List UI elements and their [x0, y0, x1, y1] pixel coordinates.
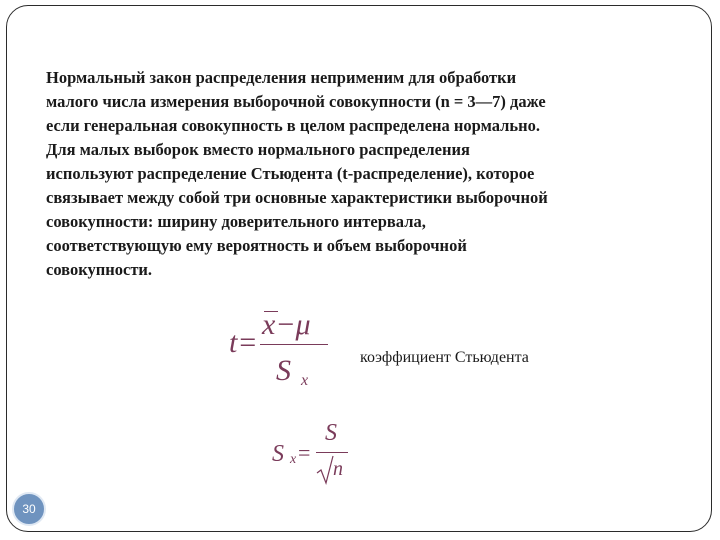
formula1-fraction-bar — [260, 344, 328, 345]
body-line: используют распределение Стьюдента (t-распределение), которое — [46, 164, 535, 183]
formula2-lhs-subscript: x — [290, 452, 297, 467]
formula2-equals: = — [298, 440, 311, 465]
body-line: Нормальный закон распределения неприменим для обработки — [46, 68, 517, 87]
page-number-badge: 30 — [12, 492, 46, 526]
formula2-lhs: S — [272, 441, 284, 467]
formula2-numerator: S — [325, 420, 337, 446]
body-line: совокупности: ширину доверительного интервала, — [46, 212, 426, 231]
body-line: Для малых выборок вместо нормального распределения — [46, 140, 470, 159]
formula1-denominator: S — [276, 354, 291, 387]
body-line: если генеральная совокупность в целом распределена нормально. — [46, 116, 540, 135]
body-line: малого числа измерения выборочной совокупности (n = 3—7) даже — [46, 92, 546, 111]
body-line: связывает между собой три основные характеристики выборочной — [46, 188, 548, 207]
body-paragraph — [46, 66, 666, 282]
coefficient-label: коэффициент Стьюдента — [360, 349, 529, 366]
body-line: соответствующую ему вероятность и объем выборочной — [46, 236, 467, 255]
body-line: совокупности. — [46, 260, 153, 279]
formula1-numerator: x−μ — [262, 308, 311, 341]
formula1-lhs: t= — [229, 326, 258, 359]
formula1-subscript: x — [301, 372, 309, 389]
formula2-fraction-bar — [316, 452, 348, 453]
formula2-radicand: n — [333, 458, 343, 480]
